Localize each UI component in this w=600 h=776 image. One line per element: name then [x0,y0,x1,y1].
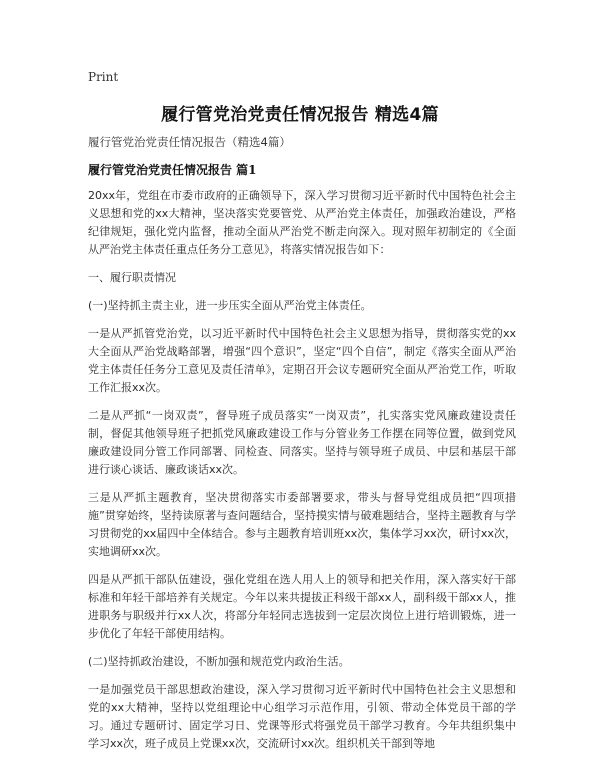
heading-duty-performance: 一、履行职责情况 [88,271,176,284]
paragraph-intro: 20xx年，党组在市委市政府的正确领导下，深入学习贯彻习近平新时代中国特色社会主义思想和党的xx大精神，坚决落实党要管党、从严治党主体责任，加强政治建设，严格纪律规矩，强化党内监督，推动全面从严治党不断走向深入。现对照年初制定的《全面从严治党主体责任重点任务分工意见》，将落实情况报告如下： [88,189,516,256]
print-link[interactable]: Print [88,70,119,84]
document-title: 履行管党治党责任情况报告 精选4篇 [161,105,439,125]
document-body [88,187,516,763]
document-subtitle: 履行管党治党责任情况报告（精选4篇） [88,135,291,149]
paragraph-point-3: 三是从严抓主题教育，坚决贯彻落实市委部署要求，带头与督导党组成员把“四项措施”贯穿始终，坚持读原著与查问题结合，坚持摸实情与破难题结合，坚持主题教育与学习贯彻党的xx届四中全体结合。参与主题教育培训班xx次，集体学习xx次，研讨xx次，实地调研xx次。 [88,491,516,558]
paragraph-point-2: 二是从严抓“一岗双责”，督导班子成员落实“一岗双责”，扎实落实党风廉政建设责任制，督促其他领导班子把抓党风廉政建设工作与分管业务工作摆在同等位置，做到党风廉政建设同分管工作同部署、同检查、同落实。坚持与领导班子成员、中层和基层干部进行谈心谈话、廉政谈话xx次。 [88,409,516,476]
paragraph-point-1: 一是从严抓管党治党，以习近平新时代中国特色社会主义思想为指导，贯彻落实党的xx大全面从严治党战略部署，增强“四个意识”，坚定“四个自信”，制定《落实全面从严治党主体责任任务分工意见及责任清单》，定期召开会议专题研究全面从严治党工作，听取工作汇报xx次。 [88,327,516,394]
paragraph-political-point-1: 一是加强党员干部思想政治建设，深入学习贯彻习近平新时代中国特色社会主义思想和党的xx大精神，坚持以党组理论中心组学习示范作用，引领、带动全体党员干部的学习。通过专题研讨、固定学习日、党课等形式将强党员干部学习教育。今年共组织集中学习xx次，班子成员上党课xx次，交流研讨xx次。组织机关干部到等地 [88,683,516,750]
subheading-main-responsibility: (一)坚持抓主责主业，进一步压实全面从严治党主体责任。 [88,299,372,312]
section-heading: 履行管党治党责任情况报告 篇1 [88,163,257,177]
subheading-political-building: (二)坚持抓政治建设，不断加强和规范党内政治生活。 [88,655,350,668]
paragraph-point-4: 四是从严抓干部队伍建设，强化党组在选人用人上的领导和把关作用，深入落实好干部标准和年轻干部培养有关规定。今年以来共提拔正科级干部xx人，副科级干部xx人，推进职务与职级并行xx人次，将部分年轻同志选拔到一定层次岗位上进行培训锻炼，进一步优化了年轻干部使用结构。 [88,573,516,640]
